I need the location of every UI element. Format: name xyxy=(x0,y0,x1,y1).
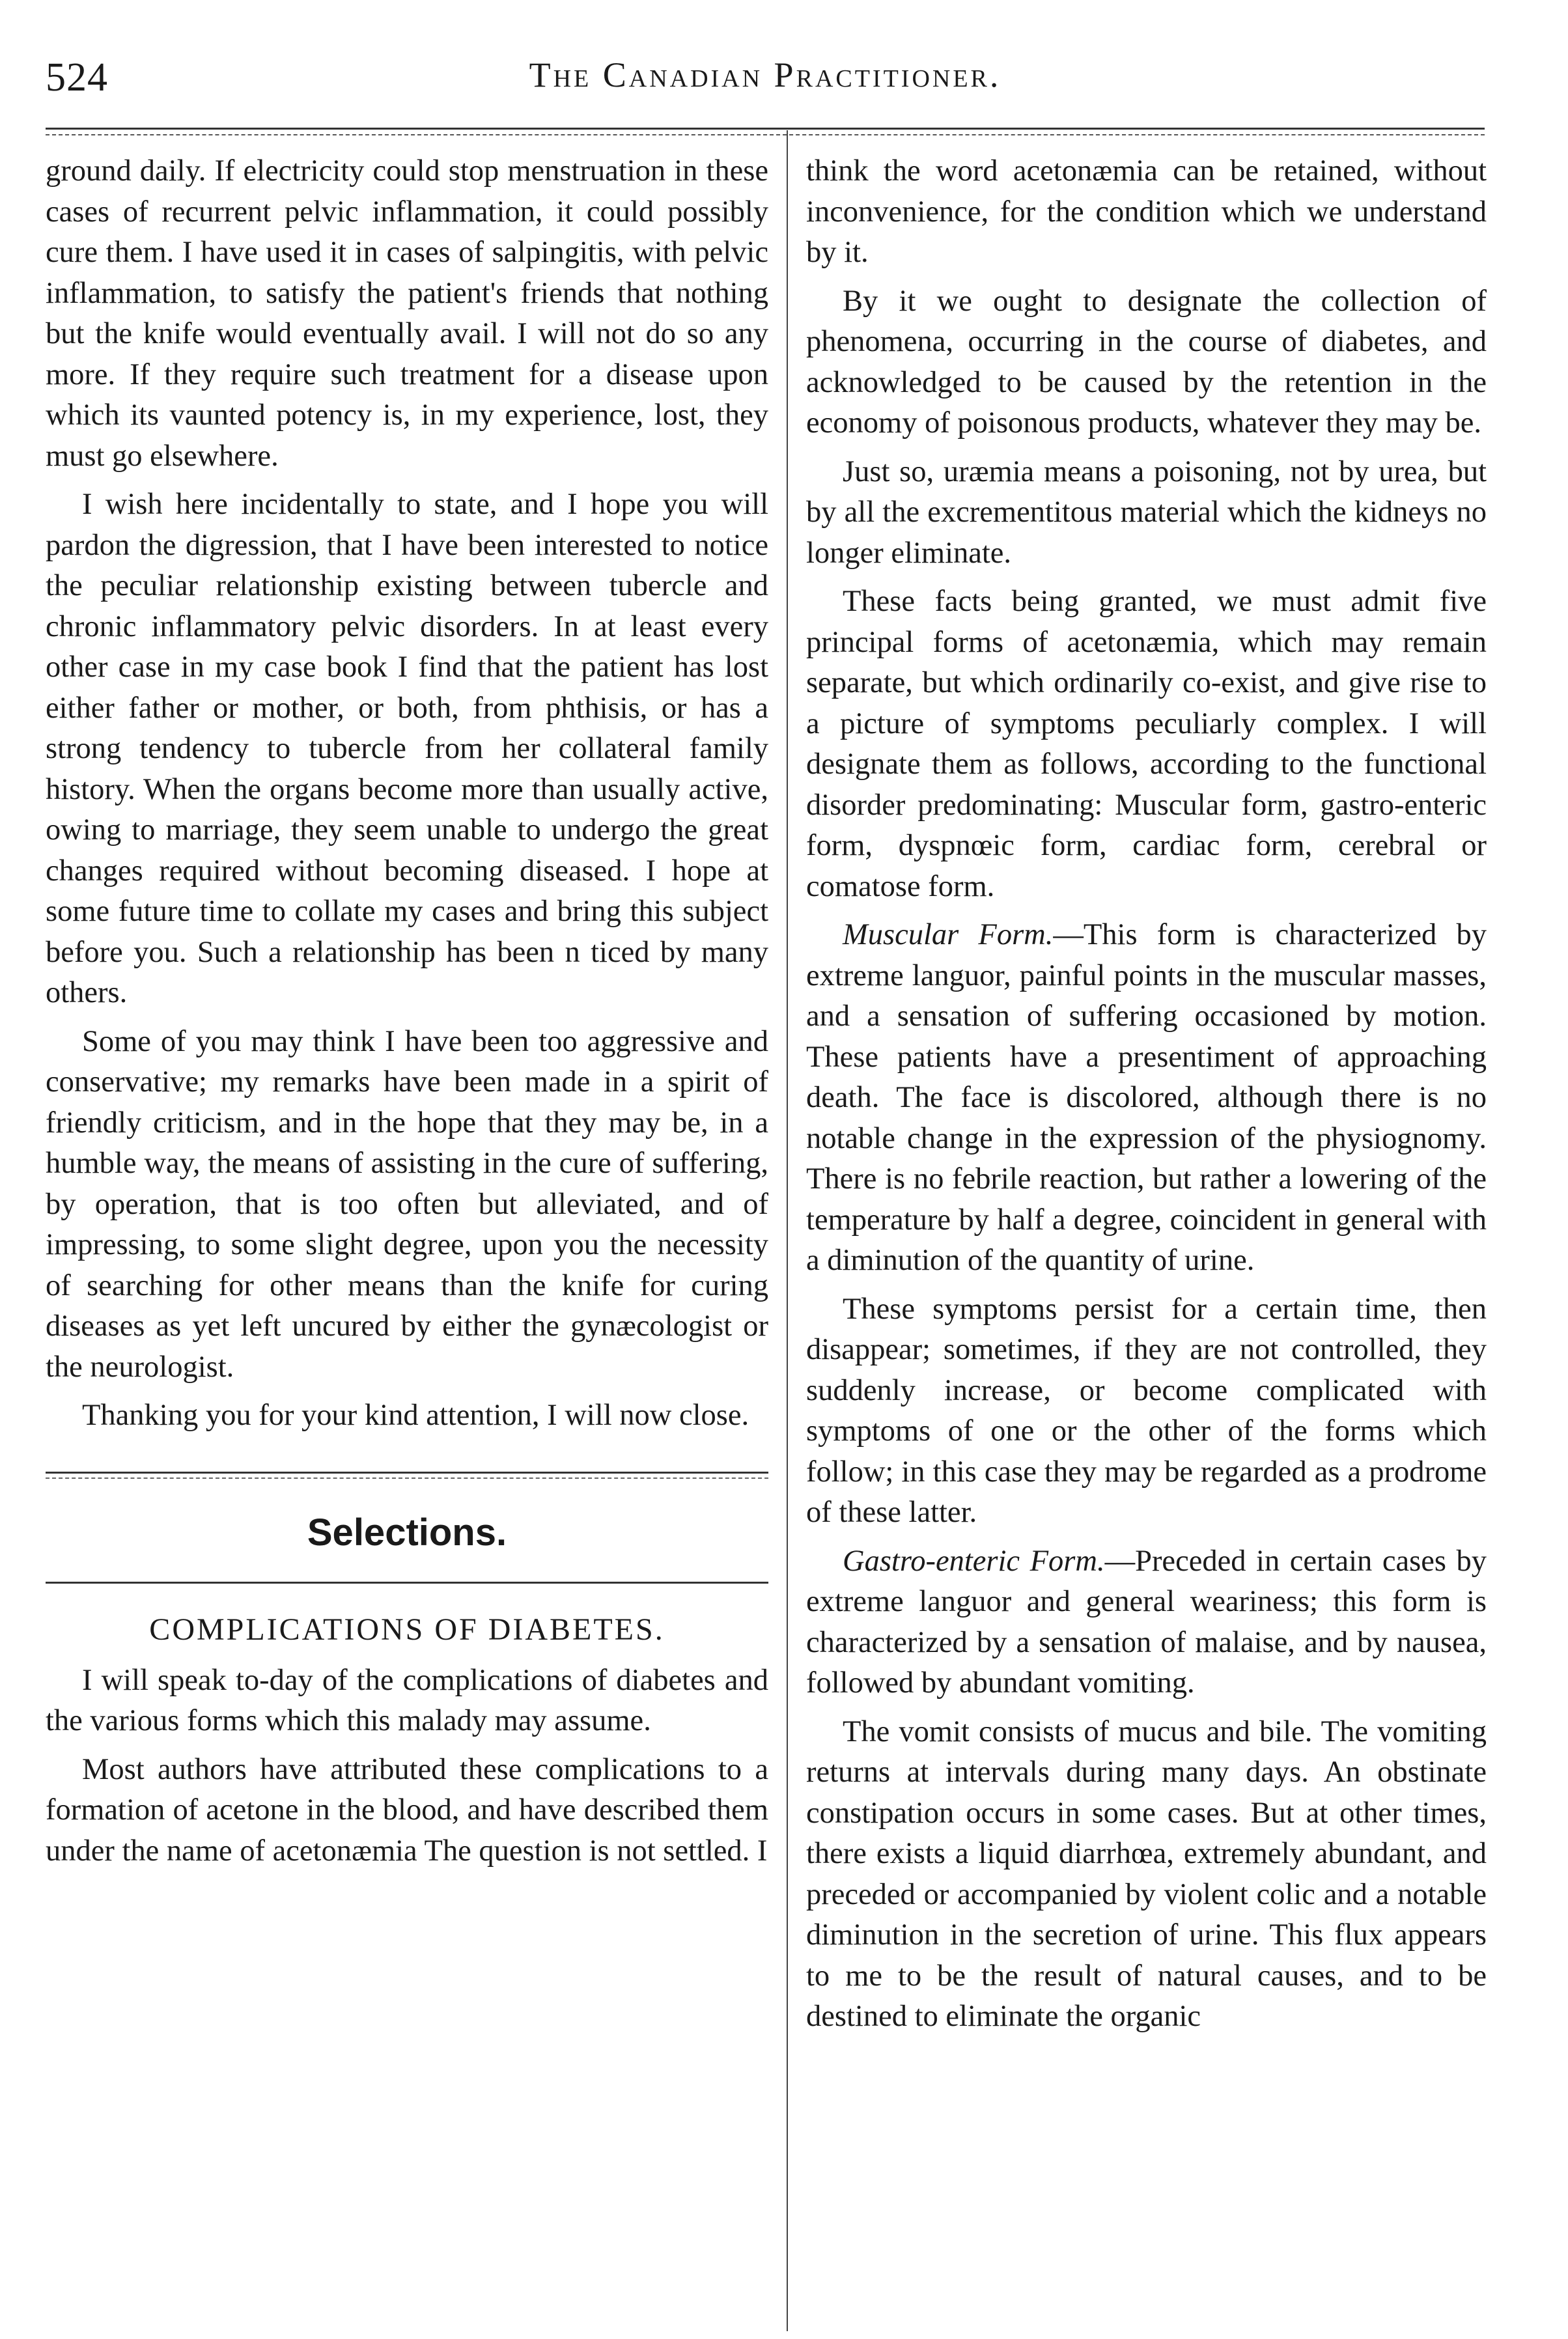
paragraph: ground daily. If electricity could stop menstruation in these cases of recurrent pelvic inflammation, it could possibly cure them. I have used it in cases of salpingitis, with pelvic inflammation, to satisfy the patient's friends that nothing but the knife would eventually avail. I will not do so any more. If they require such treatment for a disease upon which its vaunted potency is, in my experience, lost, they must go elsewhere. xyxy=(46,154,768,473)
paragraph xyxy=(806,1541,1487,1704)
page-number: 524 xyxy=(46,55,108,100)
paragraph: These facts being granted, we must admit five principal forms of acetonæmia, which may remain separate, but which ordinarily co-exist, and give rise to a picture of symptoms peculiarly complex. I will designate them as follows, according to the functional disorder predominating: Muscular form, gastro-enteric form, dyspnœic form, cardiac form, cerebral or comatose form. xyxy=(806,585,1487,903)
paragraph: think the word acetonæmia can be retained, without inconvenience, for the condition which we understand by it. xyxy=(806,154,1487,269)
section-heading: Selections. xyxy=(307,1511,507,1554)
section-rule xyxy=(46,1582,768,1584)
paragraph: Some of you may think I have been too aggressive and conservative; my remarks have been made in a spirit of friendly criticism, and in the hope that they may be, in a humble way, the means of assisting in the cure of suffering, by operation, that is too often but alleviated, and of impressing, to some slight degree, upon you the necessity of searching for other means than the knife for curing diseases as yet left uncured by either the gynæcologist or the neurologist. xyxy=(46,1024,768,1384)
left-column xyxy=(46,151,768,1879)
article-title: COMPLICATIONS OF DIABETES. xyxy=(149,1612,665,1647)
paragraph: Most authors have attributed these complications to a formation of acetone in the blood, and have described them under the name of acetonæmia The question is not settled. I xyxy=(46,1752,768,1868)
run-in-heading: Gastro-enteric Form. xyxy=(843,1544,1105,1578)
paragraph: Thanking you for your kind attention, I will now close. xyxy=(82,1399,749,1432)
paragraph: These symptoms persist for a certain time, then disappear; sometimes, if they are not controlled, they suddenly increase, or become complicated with symptoms of one or the other of the forms which follow; in this case they may be regarded as a prodrome of these latter. xyxy=(806,1292,1487,1529)
section-rule xyxy=(46,1472,768,1474)
column-divider xyxy=(787,130,788,2331)
run-in-heading: Muscular Form. xyxy=(843,918,1054,951)
running-title: The Canadian Practitioner. xyxy=(529,55,1001,94)
paragraph-text: —This form is characterized by extreme languor, painful points in the muscular masses, and a sensation of suffering occasioned by motion. These patients have a presentiment of approaching death. The face is discolored, although there is no notable change in the expression of the physiognomy. There is no febrile reaction, but rather a lowering of the temperature by half a degree, coincident in general with a diminution of the quantity of urine. xyxy=(806,918,1487,1277)
paragraph-text: —Preceded in certain cases by extreme languor and general weariness; this form is characterized by a sensation of malaise, and by nausea, followed by abundant vomiting. xyxy=(806,1544,1487,1700)
paragraph: The vomit consists of mucus and bile. The vomiting returns at intervals during many days. An obstinate constipation occurs in some cases. But at other times, there exists a liquid diarrhœa, extremely abundant, and preceded or accompanied by violent colic and a notable diminution in the secretion of urine. This flux appears to me to be the result of natural causes, and to be destined to eliminate the organic xyxy=(806,1715,1487,2033)
paragraph: I wish here incidentally to state, and I hope you will pardon the digression, that I have been interested to notice the peculiar relationship existing between tubercle and chronic inflammatory pelvic disorders. In at least every other case in my case book I find that the patient has lost either father or mother, or both, from phthisis, or has a strong tendency to tubercle from her collateral family history. When the organs become more than usually active, owing to marriage, they seem unable to undergo the great changes required without becoming diseased. I hope at some future time to collate my cases and bring this subject before you. Such a relationship has been n ticed by many others. xyxy=(46,488,768,1009)
paragraph: I will speak to-day of the complications of diabetes and the various forms which this malady may assume. xyxy=(46,1663,768,1737)
section-rule-dashed xyxy=(46,1478,768,1479)
running-head xyxy=(46,55,1485,126)
header-rule xyxy=(46,128,1485,130)
paragraph: Just so, uræmia means a poisoning, not by urea, but by all the excrementitous material which the kidneys no longer eliminate. xyxy=(806,455,1487,570)
paragraph xyxy=(806,915,1487,1282)
header-rule-dashed xyxy=(46,134,1485,135)
right-column xyxy=(806,151,1487,2045)
paragraph: By it we ought to designate the collection of phenomena, occurring in the course of diabetes, and acknowledged to be caused by the retention in the economy of poisonous products, whatever they may be. xyxy=(806,284,1487,440)
